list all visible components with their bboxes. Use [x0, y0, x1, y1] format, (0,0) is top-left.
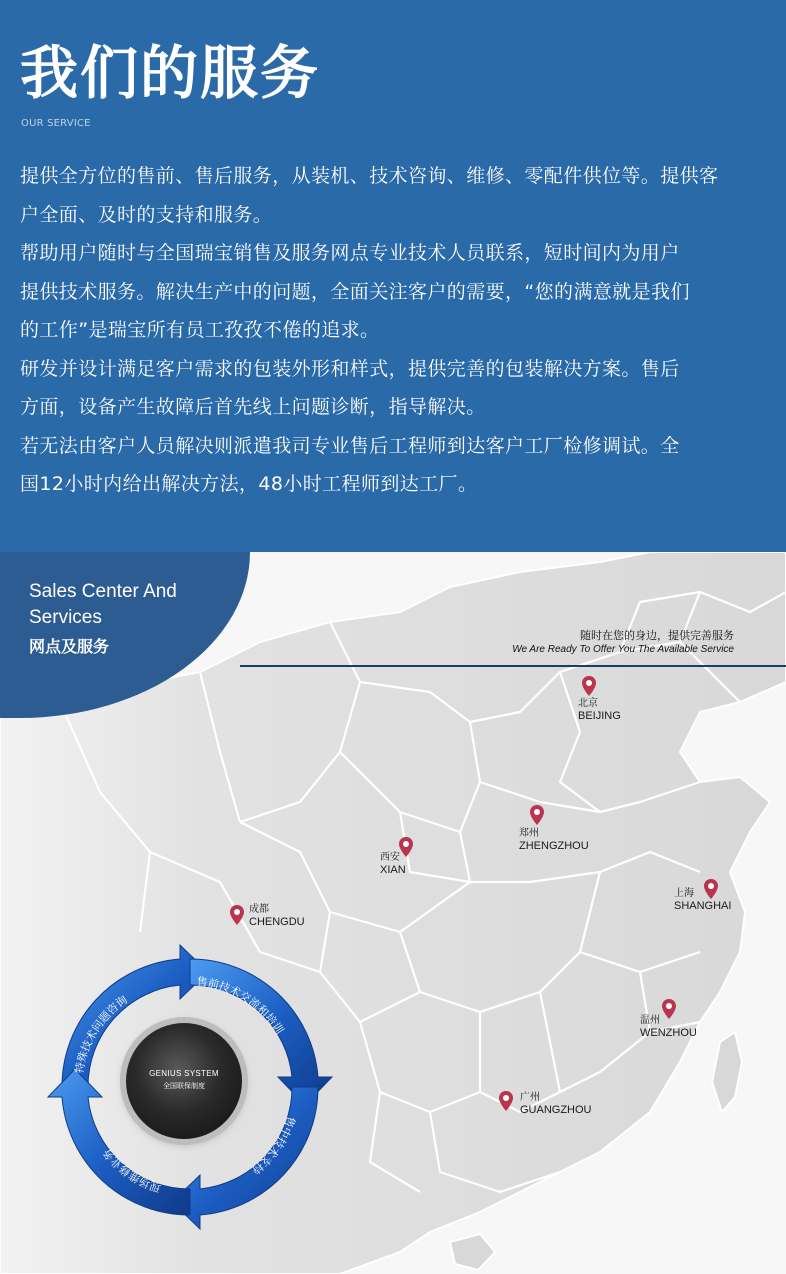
city-en: WENZHOU — [640, 1027, 697, 1039]
city-en: BEIJING — [578, 710, 621, 722]
city-cn: 上海 — [674, 888, 694, 899]
city-label-zhengzhou — [519, 828, 589, 853]
city-label-xian — [380, 852, 406, 877]
city-label-wenzhou — [640, 1015, 697, 1040]
services-description — [20, 157, 760, 504]
city-label-guangzhou — [520, 1092, 592, 1117]
map-pin-icon[interactable] — [529, 804, 545, 826]
tagline-en: We Are Ready To Offer You The Available Service — [512, 644, 734, 655]
description-line: 提供全方位的售前、售后服务，从装机、技术咨询、维修、零配件供位等。提供客 — [20, 165, 719, 187]
city-label-beijing — [578, 698, 621, 723]
map-pin-icon[interactable] — [498, 1090, 514, 1112]
city-cn: 西安 — [380, 852, 400, 863]
page-subtitle: OUR SERVICE — [21, 118, 91, 129]
sales-center-heading-cn: 网点及服务 — [29, 637, 110, 656]
city-cn: 成都 — [249, 904, 269, 915]
city-en: XIAN — [380, 864, 406, 876]
city-label-shanghai — [674, 888, 731, 913]
description-line: 帮助用户随时与全国瑞宝销售及服务网点专业技术人员联系，短时间内为用户 — [20, 242, 680, 264]
cycle-segment-label: 特殊技术问题咨询 — [72, 993, 130, 1075]
page-title: 我们的服务 — [20, 39, 321, 107]
map-pin-icon[interactable] — [229, 904, 245, 926]
map-pin-icon[interactable] — [581, 675, 597, 697]
city-en: GUANGZHOU — [520, 1104, 592, 1116]
city-cn: 温州 — [640, 1015, 660, 1026]
cycle-segment-label: 现场维修业务 — [100, 1146, 163, 1195]
city-en: SHANGHAI — [674, 900, 732, 912]
genius-system-center — [126, 1023, 242, 1139]
description-line: 若无法由客户人员解决则派遣我司专业售后工程师到达客户工厂检修调试。全 — [20, 434, 680, 457]
cycle-segment-label: 售中技术支持 — [249, 1114, 298, 1177]
description-line: 研发并设计满足客户需求的包装外形和样式，提供完善的包装解决方案。售后 — [20, 357, 680, 380]
center-label-en: GENIUS SYSTEM — [149, 1069, 219, 1078]
sales-center-map-section — [0, 552, 786, 1274]
genius-system-cycle-diagram — [40, 937, 340, 1237]
divider-line — [240, 665, 786, 667]
city-label-chengdu — [249, 904, 305, 929]
description-line: 方面，设备产生故障后首先线上问题诊断，指导解决。 — [20, 396, 486, 418]
center-label-cn: 全国联保制度 — [163, 1082, 205, 1090]
description-line: 提供技术服务。解决生产中的问题，全面关注客户的需要，“您的满意就是我们 — [20, 280, 690, 303]
city-cn: 郑州 — [519, 828, 539, 839]
description-line: 国12小时内给出解决方法，48小时工程师到达工厂。 — [20, 473, 478, 495]
city-cn: 北京 — [578, 698, 598, 709]
heading-en-line2: Services — [29, 607, 102, 628]
description-line: 的工作”是瑞宝所有员工孜孜不倦的追求。 — [20, 319, 380, 341]
description-line: 户全面、及时的支持和服务。 — [20, 203, 273, 226]
tagline-cn: 随时在您的身边，提供完善服务 — [580, 629, 734, 642]
city-en: CHENGDU — [249, 916, 305, 928]
city-cn: 广州 — [520, 1092, 540, 1103]
cycle-segment-label: 售前技术交流和培训 — [195, 975, 287, 1037]
services-header-section — [0, 0, 786, 552]
city-en: ZHENGZHOU — [519, 840, 589, 852]
heading-en-line1: Sales Center And — [29, 581, 177, 602]
sales-center-heading-en — [29, 579, 177, 631]
